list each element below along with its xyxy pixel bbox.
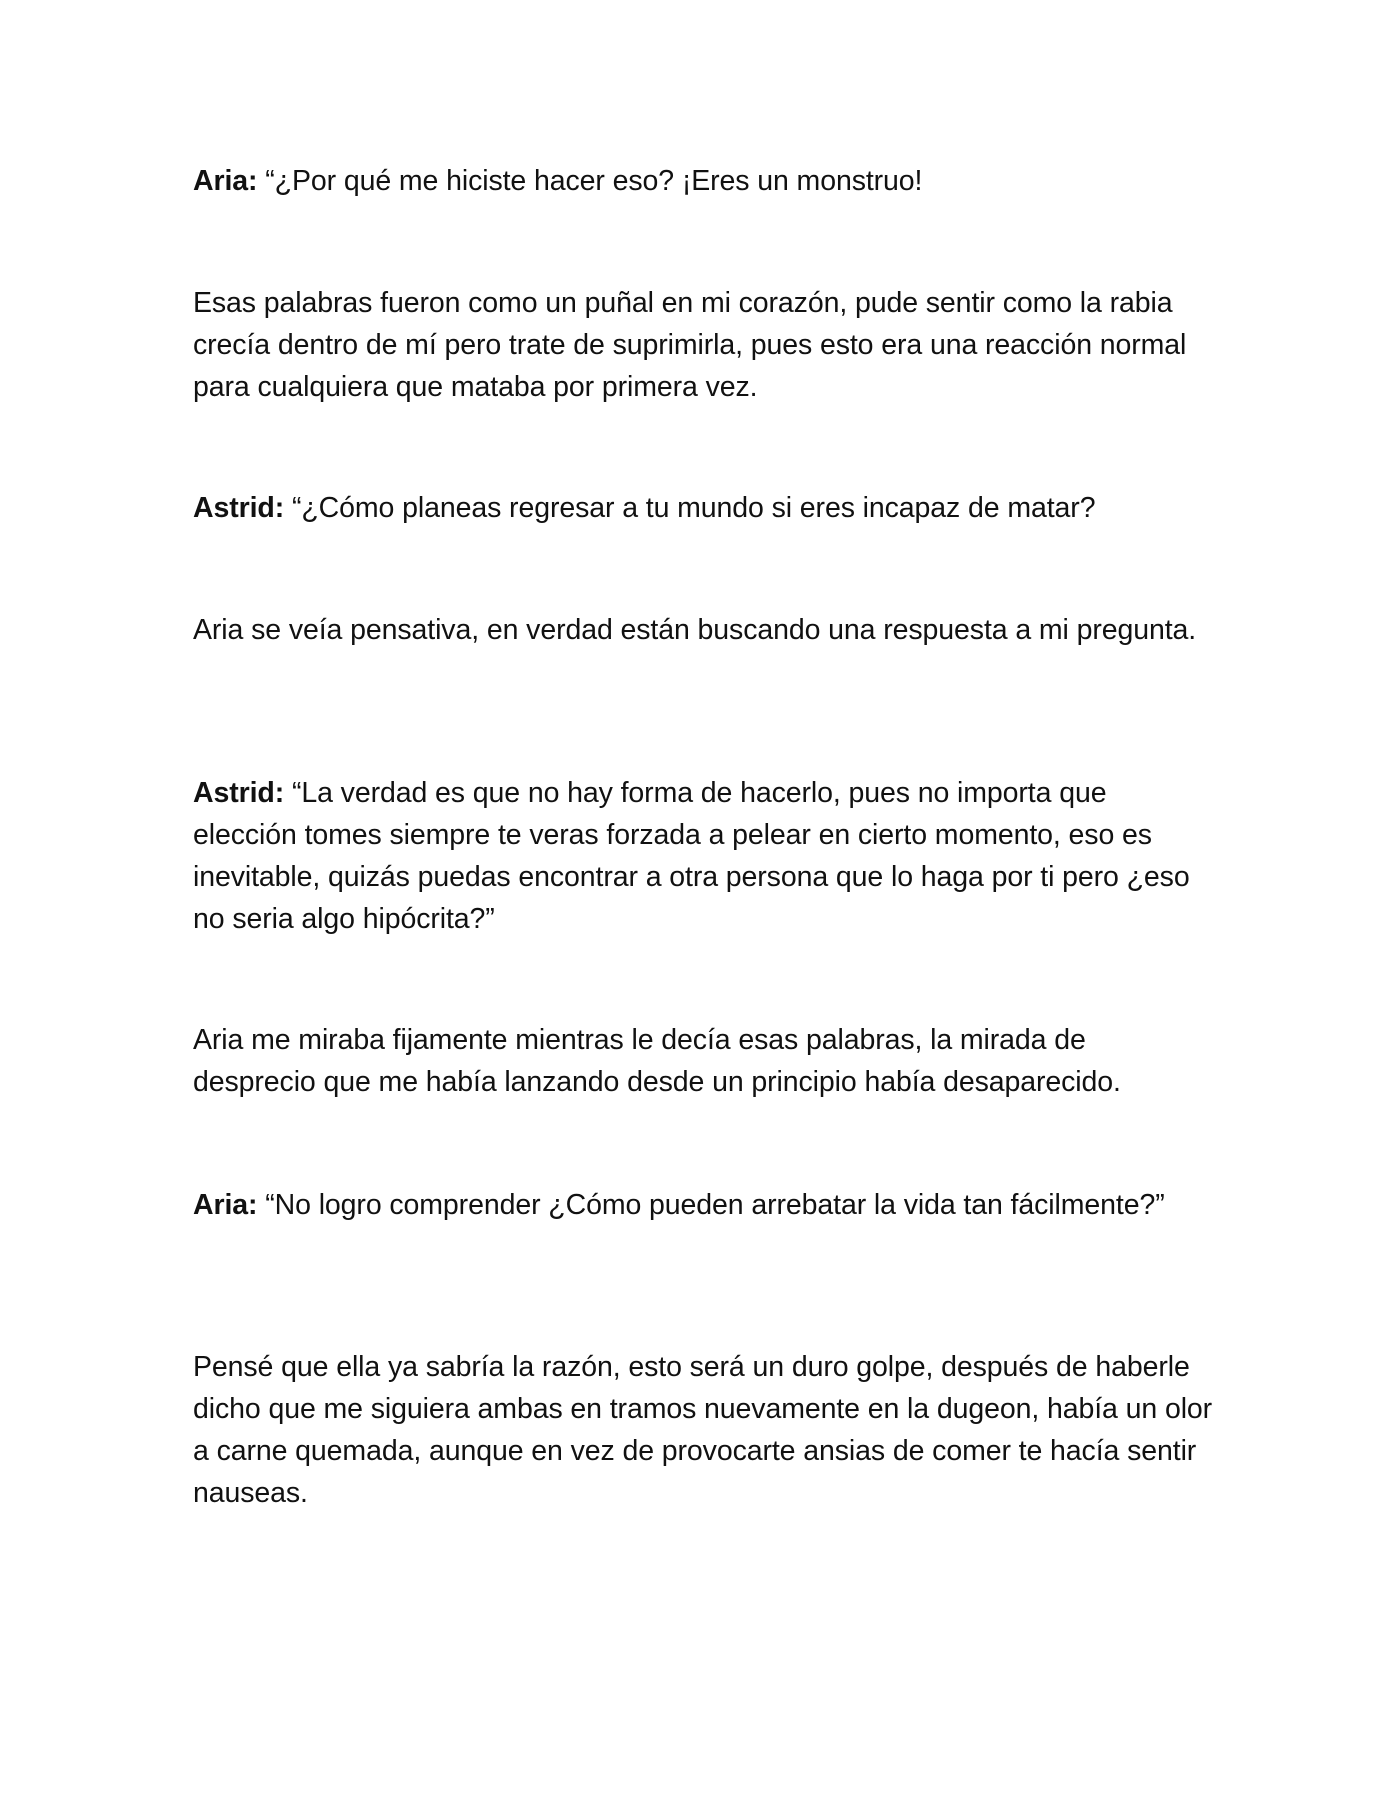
speaker-label: Aria: — [193, 1189, 258, 1221]
narration-paragraph — [193, 282, 1213, 408]
dialogue-paragraph — [193, 1184, 1213, 1226]
speaker-label: Astrid: — [193, 492, 285, 524]
dialogue-text: “¿Cómo planeas regresar a tu mundo si eres incapaz de matar? — [284, 492, 1096, 524]
narration-paragraph — [193, 1346, 1213, 1514]
narration-paragraph — [193, 1019, 1213, 1103]
speaker-label: Astrid: — [193, 777, 285, 809]
dialogue-paragraph — [193, 160, 1213, 202]
narration-text: Aria me miraba fijamente mientras le decía esas palabras, la mirada de desprecio que me había lanzando desde un principio había desaparecido. — [193, 1024, 1121, 1098]
narration-text: Pensé que ella ya sabría la razón, esto será un duro golpe, después de haberle dicho que me siguiera ambas en tramos nuevamente en la dugeon, había un olor a carne quemada, aunque en vez de provocarte ansias de comer te hacía sentir nauseas. — [193, 1351, 1213, 1509]
narration-paragraph — [193, 609, 1213, 651]
narration-text: Esas palabras fueron como un puñal en mi corazón, pude sentir como la rabia crecía dentro de mí pero trate de suprimirla, pues esto era una reacción normal para cualquiera que mataba por primera vez. — [193, 287, 1187, 403]
dialogue-text: “No logro comprender ¿Cómo pueden arrebatar la vida tan fácilmente?” — [257, 1189, 1165, 1221]
dialogue-text: “¿Por qué me hiciste hacer eso? ¡Eres un monstruo! — [257, 165, 923, 197]
dialogue-text: “La verdad es que no hay forma de hacerlo, pues no importa que elección tomes siempre te veras forzada a pelear en cierto momento, eso es inevitable, quizás puedas encontrar a otra persona que lo haga por ti pero ¿eso no seria algo hipócrita?” — [193, 777, 1190, 935]
dialogue-paragraph — [193, 487, 1213, 529]
dialogue-paragraph — [193, 772, 1213, 940]
narration-text: Aria se veía pensativa, en verdad están buscando una respuesta a mi pregunta. — [193, 614, 1197, 646]
speaker-label: Aria: — [193, 165, 258, 197]
